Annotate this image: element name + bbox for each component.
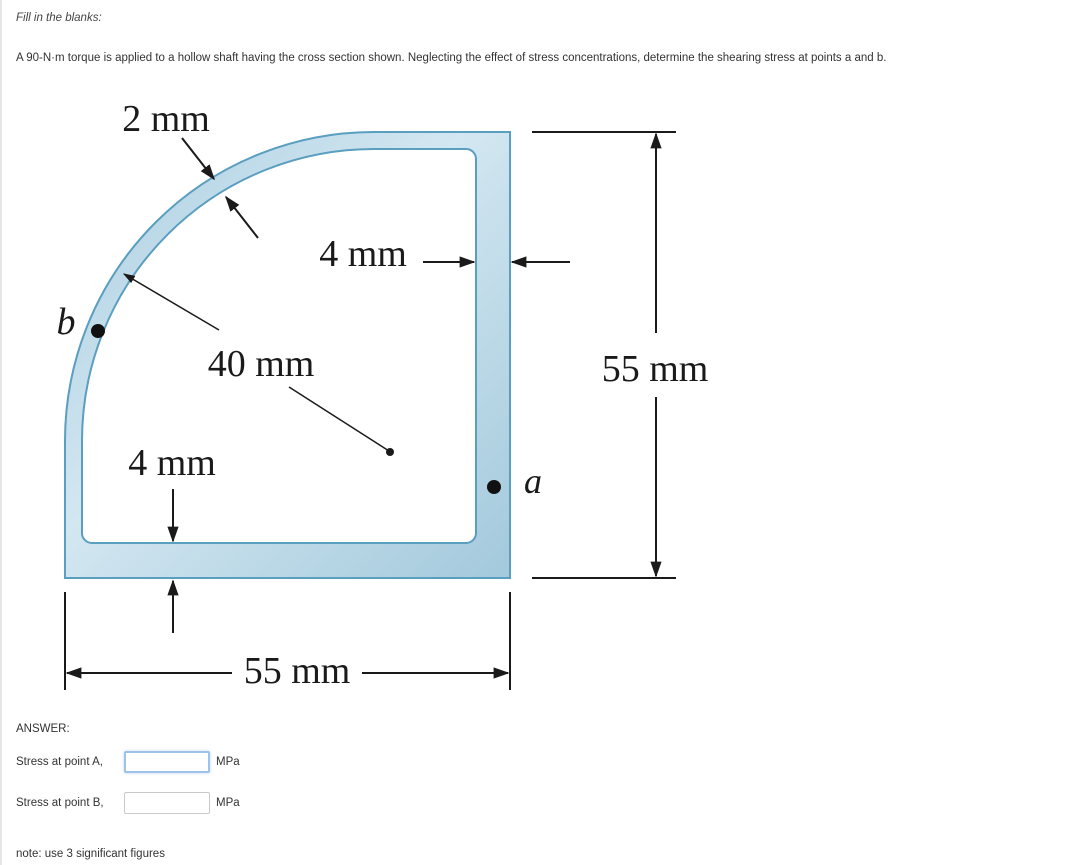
stress-b-input[interactable] (124, 792, 210, 814)
cross-section-figure (0, 85, 760, 700)
note-text: note: use 3 significant figures (16, 848, 165, 860)
dim-wall-bottom-label: 4 mm (128, 442, 216, 484)
point-a-label: a (524, 461, 542, 501)
answer-row-a (16, 749, 240, 775)
radius-line (124, 274, 219, 330)
center-dot (386, 448, 394, 456)
point-a-marker (487, 480, 501, 494)
stress-a-unit: MPa (216, 756, 240, 768)
dim-wall-right-label: 4 mm (319, 233, 407, 275)
stress-a-label: Stress at point A, (16, 756, 103, 768)
arrow-wall-outer (182, 138, 214, 179)
point-b-label: b (56, 301, 76, 343)
stress-b-unit: MPa (216, 797, 240, 809)
answer-title: ANSWER: (16, 723, 70, 735)
arrow-wall-inner (226, 197, 258, 238)
stress-a-input[interactable] (124, 751, 210, 773)
dim-wall-arc-label: 2 mm (122, 98, 210, 140)
question-text: A 90-N·m torque is applied to a hollow shaft having the cross section shown. Neglecting the effect of stress concentrations, determine the shearing stress at points a and b. (16, 52, 887, 64)
dim-radius-label: 40 mm (207, 343, 315, 385)
dim-width-label: 55 mm (243, 650, 351, 692)
stress-b-label: Stress at point B, (16, 797, 104, 809)
point-b-marker (91, 324, 105, 338)
answer-row-b (16, 790, 240, 816)
dim-height-label: 55 mm (601, 348, 709, 390)
instructions-text: Fill in the blanks: (16, 12, 102, 24)
radius-leader (289, 387, 389, 451)
